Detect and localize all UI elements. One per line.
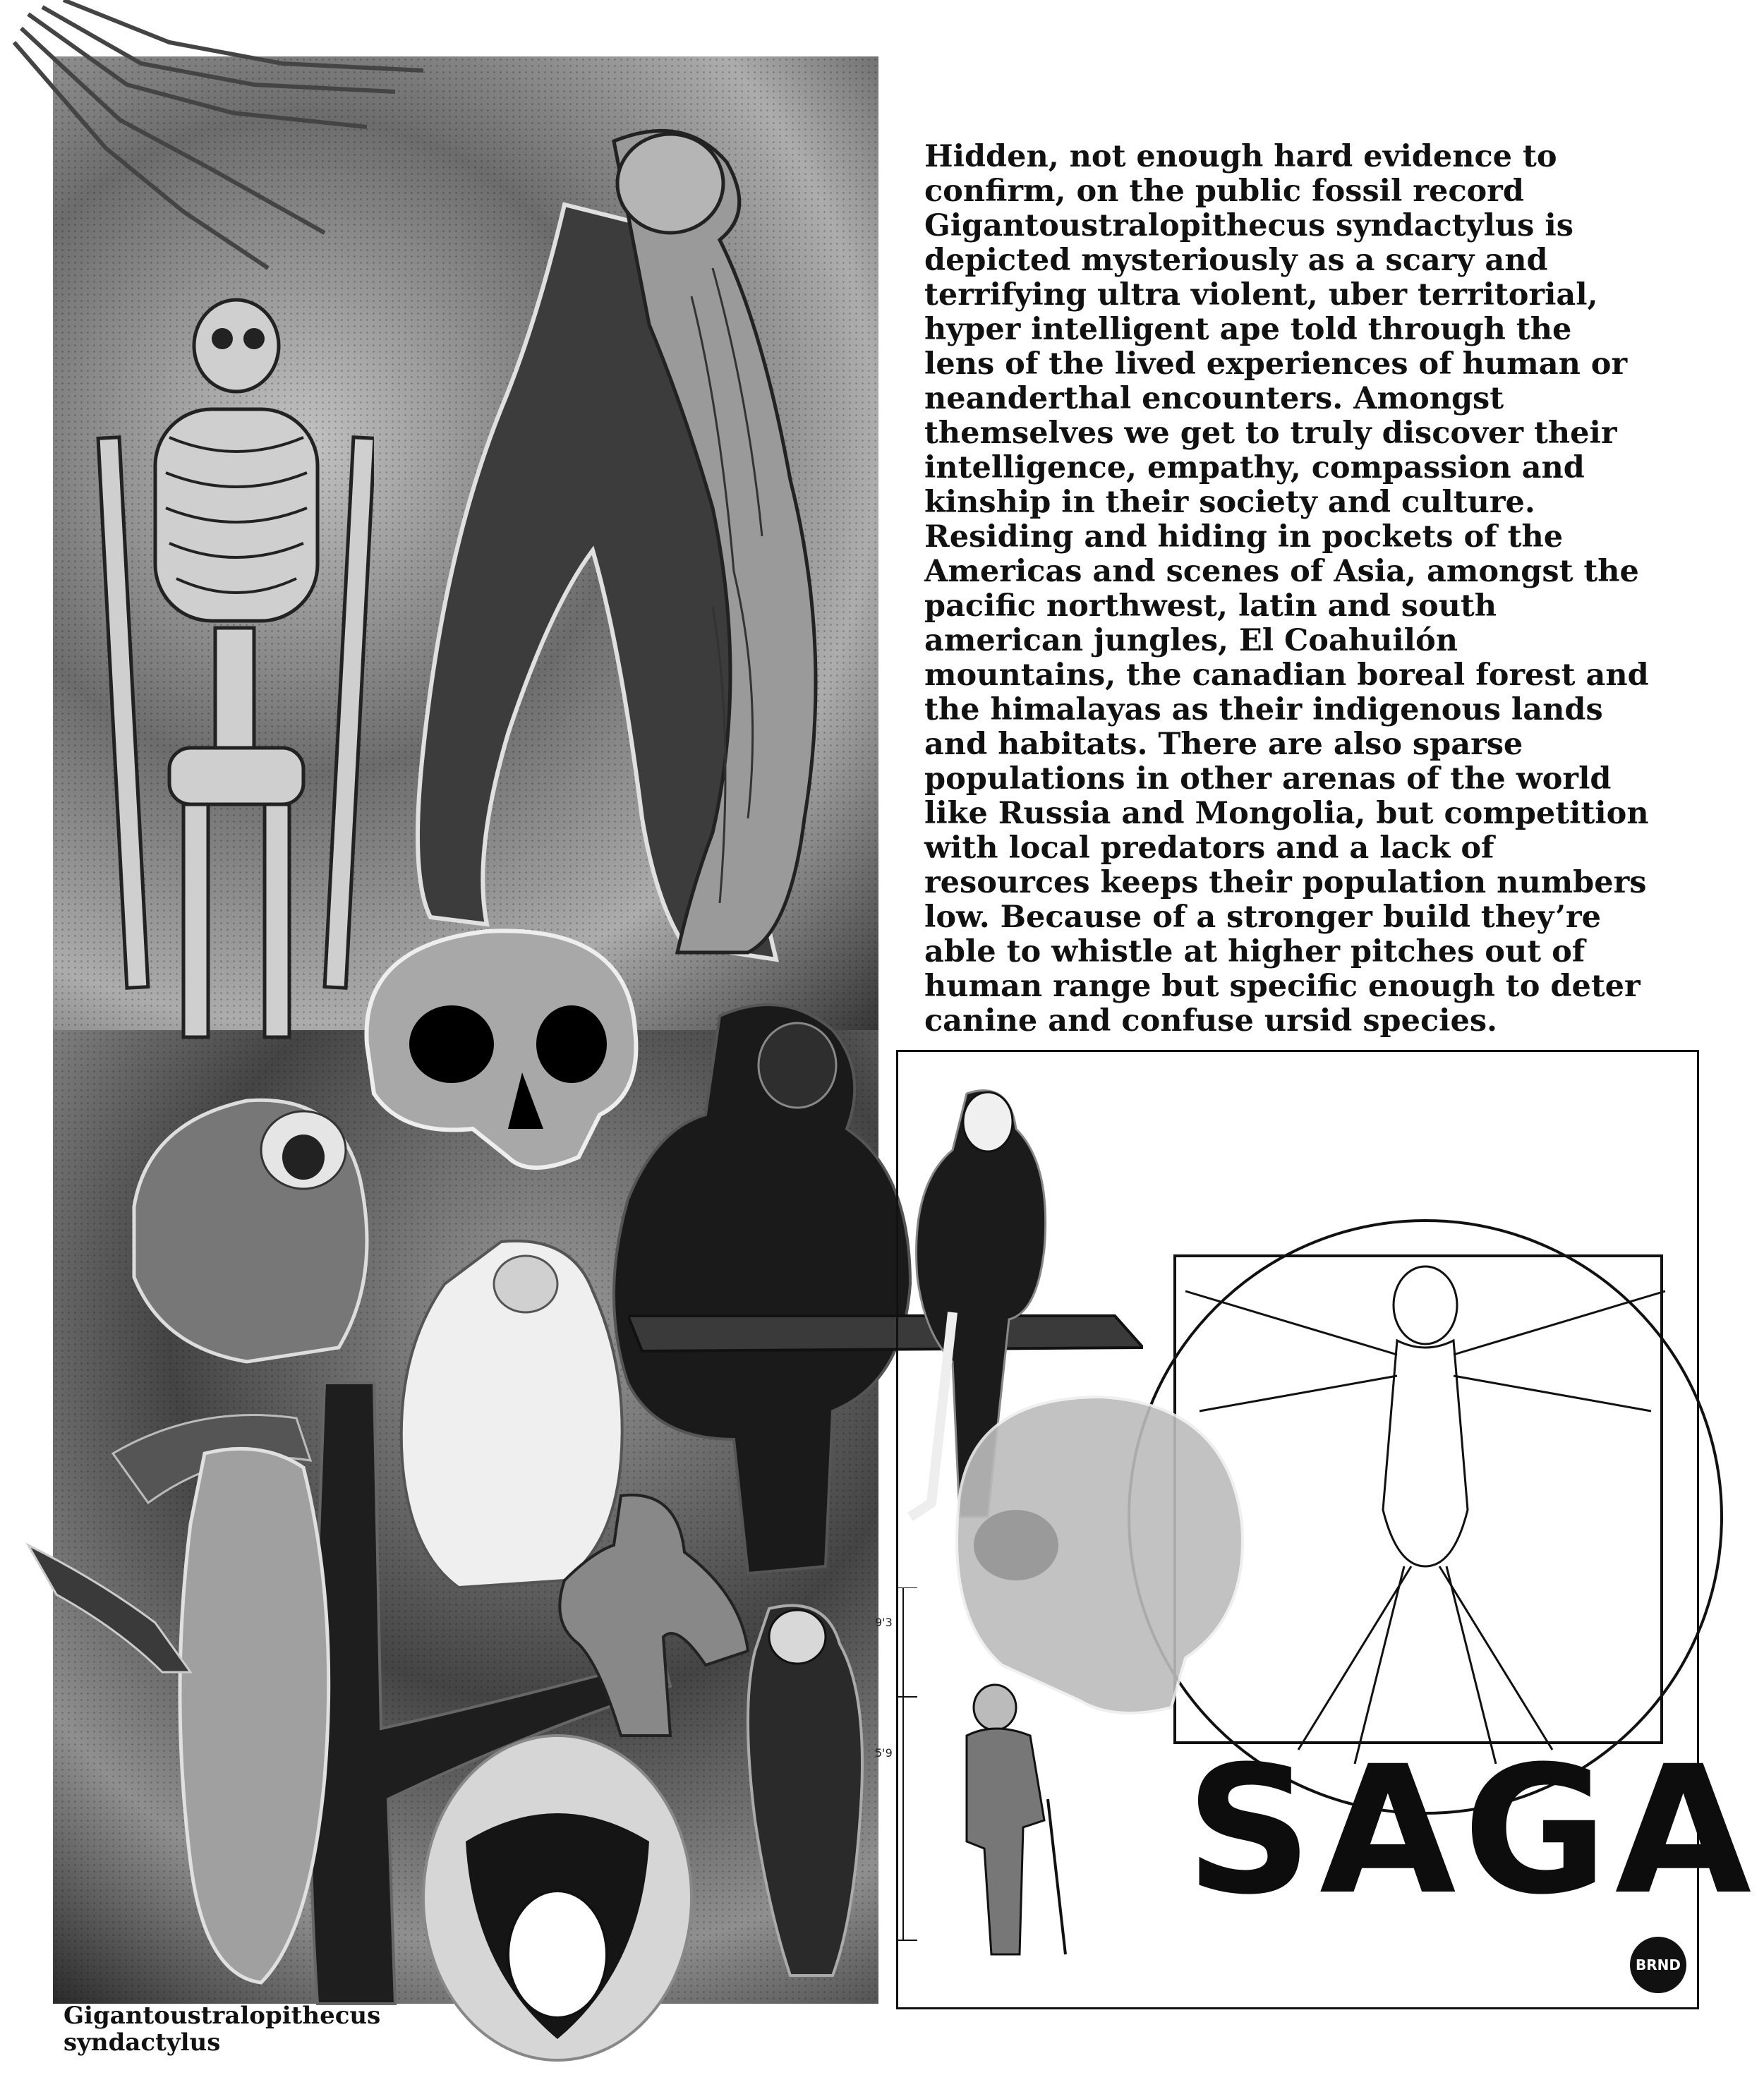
height-scale-line bbox=[896, 1587, 924, 1954]
standing-gibbon-illustration bbox=[727, 1595, 868, 1990]
old-man-illustration bbox=[924, 1679, 1080, 1961]
species-caption: Gigantoustralopithecus syndactylus bbox=[64, 2002, 381, 2057]
height-mark-short: 5'9 bbox=[875, 1746, 893, 1760]
brnd-badge: BRND bbox=[1630, 1937, 1686, 1993]
ape-skeleton-illustration bbox=[78, 296, 374, 1065]
saga-logo: SAGA bbox=[1185, 1728, 1759, 1933]
mother-ape-illustration bbox=[106, 1065, 388, 1369]
description-text: Hidden, not enough hard evidence to confirm, on the public fossil record Gigantoustralopithecus syndactylus is depicted mysteriously as a scary and terrifying ultra violent, uber territorial, hyper intelligent ape told through the lens of the lived experiences of human or neanderthal encounters. Amongst themselves we get to truly discover their intelligence, empathy, compassion and kinship in their society and culture. Residing and hiding in pockets of the Americas and scenes of Asia, amongst the pacific northwest, latin and south american jungles, El Coahuilón mountains, the canadian boreal forest and the himalayas as their indigenous lands and habitats. There are also sparse populations in other arenas of the world like Russia and Mongolia, but competition with local predators and a lack of resources keeps their population numbers low. Because of a stronger build they’re able to whistle at higher pitches out of human range but specific enough to deter canine and confuse ursid species. bbox=[924, 139, 1649, 1039]
leaping-ape-illustration bbox=[14, 1517, 205, 1679]
translucent-skull-illustration bbox=[917, 1383, 1256, 1722]
height-mark-tall: 9'3 bbox=[875, 1616, 893, 1629]
muscular-ape-illustration bbox=[381, 113, 875, 981]
